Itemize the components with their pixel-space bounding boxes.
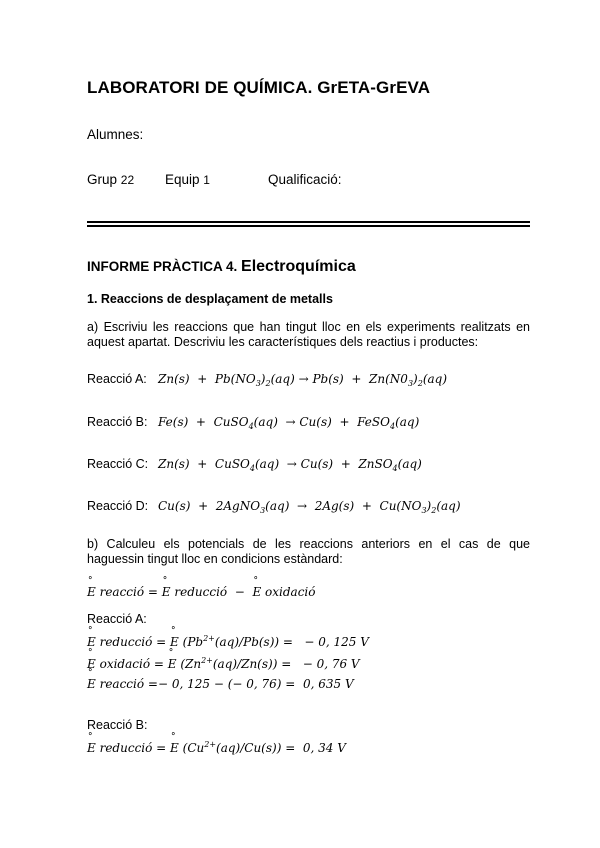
students-label: Alumnes: xyxy=(87,127,144,142)
calc-b-label: Reacció B: xyxy=(87,718,148,732)
calc-a-reduction: ° E reducció = ° E $(Pb^{2+}(aq)/Pb(s))$ = − 0, 125 V xyxy=(87,634,369,649)
question-b: b) Calculeu els potencials de les reaccions anteriors en el cas de que haguessin tingut lloc en condicions estàndard: xyxy=(87,537,530,566)
reaction-a-equation: $Zn(s) + Pb(NO_3)_2(aq) \to Pb(s) + Zn(N0_3)_2(aq)$ xyxy=(158,372,448,388)
calc-b-reduction: ° E reducció = ° E $(Cu^{2+}(aq)/Cu(s)) = 0$, 34 V xyxy=(87,740,346,755)
grade-label: Qualificació: xyxy=(268,172,342,187)
divider-bottom xyxy=(87,225,530,227)
question-a: a) Escriviu les reaccions que han tingut lloc en els experiments realitzats en aquest apartat. Descriviu les característiques dels reactius i productes: xyxy=(87,320,530,349)
divider-top xyxy=(87,221,530,223)
page-title: LABORATORI DE QUÍMICA. GrETA-GrEVA xyxy=(87,78,431,97)
general-potential-formula: ° E reacció = ° E reducció − ° E oxidació xyxy=(87,585,316,599)
team-value: 1 xyxy=(203,173,210,187)
group-value: 22 xyxy=(120,173,135,187)
reaction-b-label: Reacció B: xyxy=(87,415,148,429)
reaction-c-equation: Zn(s) + CuSO$_4$(aq) → Cu(s) + ZnSO$_4$(aq) xyxy=(158,457,422,473)
reaction-d-equation: Cu(s) + 2AgNO$_3$(aq) → $2Ag(s) + Cu(NO_3)_2(aq)$ xyxy=(158,499,461,515)
report-title-prefix: INFORME PRÀCTICA 4. xyxy=(87,259,238,274)
calc-a-total: ° E reacció =− 0, 125 − (− 0, 76) = 0, 635 V xyxy=(87,677,354,691)
report-title-topic: Electroquímica xyxy=(241,258,356,275)
group-field xyxy=(87,172,134,187)
reaction-a-label: Reacció A: xyxy=(87,372,147,386)
calc-a-oxidation: ° E oxidació = ° E $(Zn^{2+}(aq)/Zn(s))$ = − 0, 76 V xyxy=(87,656,360,671)
team-field xyxy=(165,172,210,187)
reaction-c-label: Reacció C: xyxy=(87,457,149,471)
report-title xyxy=(87,258,356,276)
calc-a-label: Reacció A: xyxy=(87,612,147,626)
section-heading: 1. Reaccions de desplaçament de metalls xyxy=(87,292,333,306)
reaction-b-equation: Fe(s) + CuSO$_4$(aq) → Cu(s) + FeSO$_4$(aq) xyxy=(158,415,420,431)
team-label: Equip xyxy=(165,172,200,187)
group-label: Grup xyxy=(87,172,118,187)
reaction-d-label: Reacció D: xyxy=(87,499,149,513)
